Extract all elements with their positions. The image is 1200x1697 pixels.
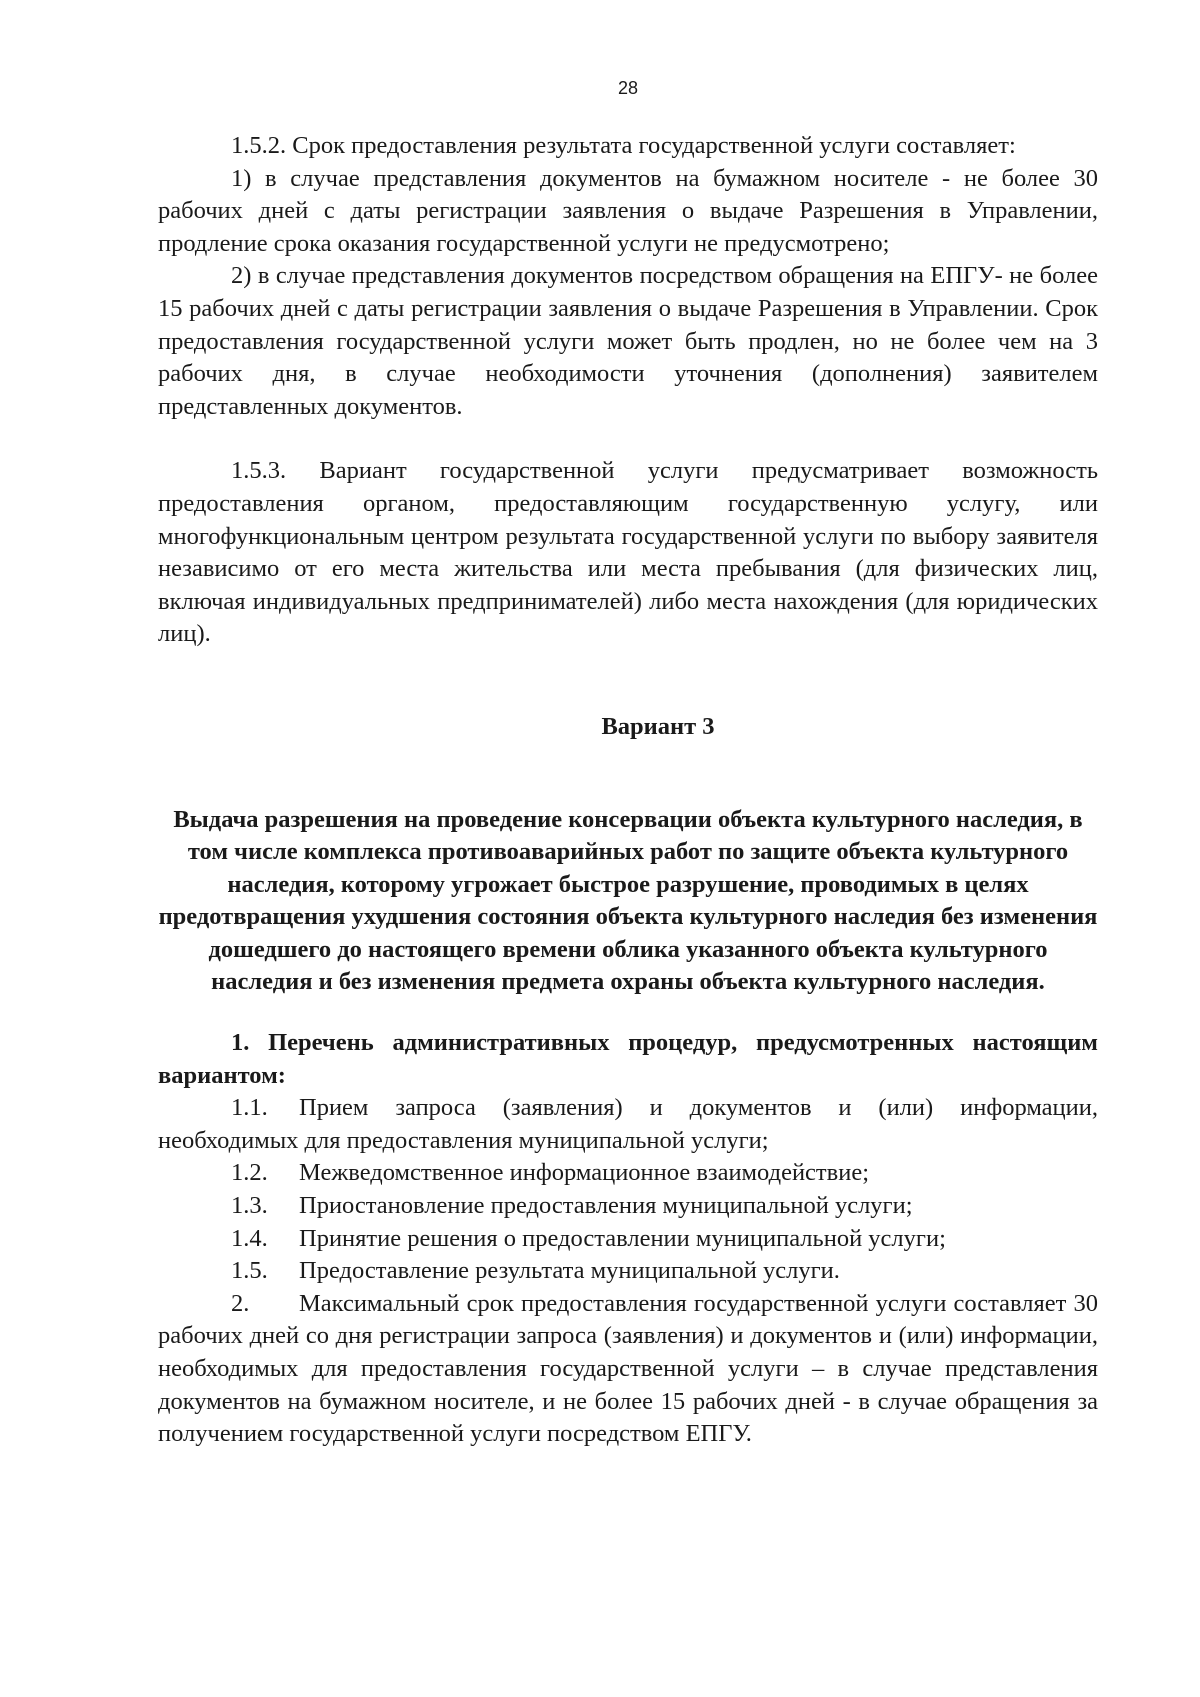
list-item-text: Приостановление предоставления муниципальной услуги;: [299, 1192, 913, 1220]
section-1-5-2-item-1: 1) в случае представления документов на бумажном носителе - не более 30 рабочих дней с даты регистрации заявления о выдаче Разрешения в Управлении, продление срока оказания государственной услуги не предусмотрено;: [158, 164, 1098, 257]
list-item: [158, 1255, 1098, 1288]
document-body: [158, 130, 1098, 1451]
list-item: [158, 1157, 1098, 1190]
list-item-text: Предоставление результата муниципальной услуги.: [299, 1257, 840, 1285]
variant-title: Выдача разрешения на проведение консервации объекта культурного наследия, в том числе комплекса противоаварийных работ по защите объекта культурного наследия, которому угрожает быстрое разрушение, проводимых в целях предотвращения ухудшения состояния объекта культурного наследия без изменения дошедшего до настоящего времени облика указанного объекта культурного наследия и без изменения предмета охраны объекта культурного наследия.: [158, 805, 1098, 996]
spacer: [158, 776, 1098, 804]
section-2: [158, 1288, 1098, 1451]
list-item-text: Прием запроса (заявления) и документов и (или) информации, необходимых для предоставления муниципальной услуги;: [158, 1094, 1098, 1154]
section-1-5-2-item-2: 2) в случае представления документов посредством обращения на ЕПГУ- не более 15 рабочих дней с даты регистрации заявления о выдаче Разрешения в Управлении. Срок предоставления государственной услуги может быть продлен, но не более чем на 3 рабочих дня, в случае необходимости уточнения (дополнения) заявителем представленных документов.: [158, 262, 1098, 420]
spacer: [158, 423, 1098, 455]
section-1-heading: 1. Перечень административных процедур, предусмотренных настоящим вариантом:: [158, 1029, 1098, 1089]
list-item-number: 1.1.: [231, 1094, 268, 1122]
list-item: [158, 1223, 1098, 1256]
list-item-text: Межведомственное информационное взаимодействие;: [299, 1159, 869, 1187]
list-item-number: 1.5.: [231, 1257, 268, 1285]
page-number: 28: [617, 78, 639, 98]
section-1-5-2-intro: 1.5.2. Срок предоставления результата государственной услуги составляет:: [231, 132, 1016, 159]
variant-heading: Вариант 3: [601, 712, 715, 740]
list-item: [158, 1190, 1098, 1223]
section-2-text: Максимальный срок предоставления государственной услуги составляет 30 рабочих дней со дня регистрации запроса (заявления) и документов и (или) информации, необходимых для предоставления государственной услуги – в случае представления документов на бумажном носителе, и не более 15 рабочих дней - в случае обращения за получением государственной услуги посредством ЕПГУ.: [158, 1289, 1098, 1448]
section-2-number: 2.: [231, 1289, 250, 1317]
spacer: [158, 651, 1098, 683]
spacer: [158, 999, 1098, 1027]
list-item-number: 1.3.: [231, 1192, 268, 1220]
list-item-number: 1.4.: [231, 1224, 268, 1252]
list-item: [158, 1092, 1098, 1157]
spacer: [158, 744, 1098, 776]
section-1-5-3: 1.5.3. Вариант государственной услуги предусматривает возможность предоставления органом, предоставляющим государственную услугу, или многофункциональным центром результата государственной услуги по выбору заявителя независимо от его места жительства или места пребывания (для физических лиц, включая индивидуальных предпринимателей) либо места нахождения (для юридических лиц).: [158, 457, 1098, 648]
spacer: [158, 683, 1098, 711]
list-item-number: 1.2.: [231, 1159, 268, 1187]
list-item-text: Принятие решения о предоставлении муниципальной услуги;: [299, 1224, 946, 1252]
